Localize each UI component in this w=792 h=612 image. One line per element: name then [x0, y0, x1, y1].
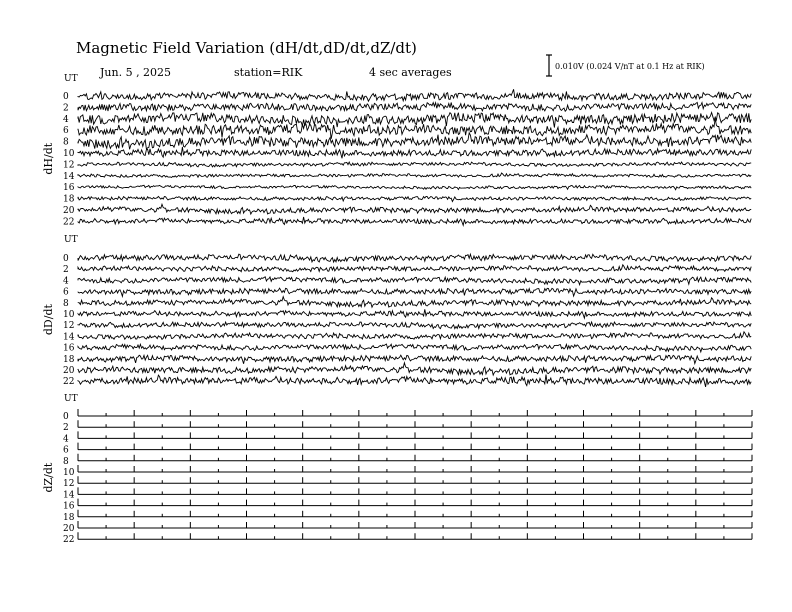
- row-label: 16: [63, 501, 75, 512]
- ut-label: UT: [64, 235, 78, 245]
- trace-line: [78, 113, 751, 128]
- row-label: 18: [63, 512, 75, 523]
- scale-bar: [546, 55, 705, 76]
- row-label: 12: [63, 479, 75, 490]
- row-label: 4: [63, 434, 69, 445]
- row-label: 18: [63, 354, 75, 365]
- row-label: 18: [63, 194, 75, 205]
- row-label: 12: [63, 321, 75, 332]
- trace-line: [78, 375, 751, 387]
- trace-line: [78, 196, 751, 201]
- row-label: 22: [63, 535, 75, 546]
- row-label: 22: [63, 217, 75, 228]
- trace-line: [78, 185, 751, 189]
- chart-panels: [42, 74, 752, 545]
- trace-line: [78, 147, 751, 158]
- panel-ylabel: dZ/dt: [42, 462, 55, 493]
- trace-line: [78, 254, 751, 262]
- row-label: 0: [63, 92, 69, 102]
- trace-line: [78, 355, 751, 364]
- row-label: 10: [63, 149, 75, 159]
- row-label: 16: [63, 343, 75, 354]
- row-label: 6: [63, 287, 69, 298]
- row-label: 20: [63, 366, 75, 376]
- row-label: 0: [63, 412, 69, 422]
- row-label: 10: [63, 310, 75, 320]
- row-label: 4: [63, 114, 69, 125]
- station-label: station=RIK: [234, 66, 303, 79]
- trace-line: [78, 332, 751, 340]
- trace-line: [78, 363, 751, 375]
- trace-line: [78, 162, 751, 167]
- row-label: 4: [63, 276, 69, 287]
- trace-line: [78, 265, 751, 272]
- row-label: 2: [63, 265, 69, 276]
- row-label: 14: [63, 332, 75, 343]
- trace-line: [78, 173, 751, 178]
- row-label: 8: [63, 456, 69, 467]
- panel-1: [42, 235, 751, 387]
- panel-ylabel: dD/dt: [42, 304, 55, 336]
- trace-line: [78, 102, 751, 111]
- trace-line: [78, 217, 751, 225]
- row-label: 10: [63, 468, 75, 478]
- row-label: 2: [63, 423, 69, 434]
- row-label: 14: [63, 490, 75, 501]
- row-label: 16: [63, 183, 75, 194]
- trace-line: [78, 89, 751, 101]
- row-label: 6: [63, 445, 69, 456]
- chart-title: Magnetic Field Variation (dH/dt,dD/dt,dZ/dt): [76, 39, 417, 57]
- row-label: 20: [63, 524, 75, 534]
- trace-line: [78, 309, 751, 318]
- trace-line: [78, 297, 751, 308]
- panel-0: [42, 74, 751, 227]
- date-label: Jun. 5 , 2025: [100, 66, 172, 79]
- trace-line: [78, 277, 751, 285]
- trace-line: [78, 322, 751, 329]
- row-label: 0: [63, 254, 69, 264]
- ut-label: UT: [64, 394, 78, 404]
- scale-bar-label: 0.010V (0.024 V/nT at 0.1 Hz at RIK): [555, 62, 705, 71]
- row-label: 6: [63, 126, 69, 137]
- row-label: 8: [63, 137, 69, 148]
- row-label: 2: [63, 103, 69, 114]
- panel-ylabel: dH/dt: [42, 142, 55, 175]
- trace-line: [78, 133, 751, 150]
- row-label: 8: [63, 298, 69, 309]
- row-label: 12: [63, 160, 75, 171]
- ut-label: UT: [64, 74, 78, 84]
- trace-line: [78, 344, 751, 352]
- trace-line: [78, 204, 751, 214]
- panel-2: [42, 394, 752, 545]
- trace-line: [78, 288, 751, 296]
- averaging-label: 4 sec averages: [369, 66, 452, 79]
- row-label: 22: [63, 377, 75, 388]
- row-label: 14: [63, 171, 75, 182]
- row-label: 20: [63, 206, 75, 216]
